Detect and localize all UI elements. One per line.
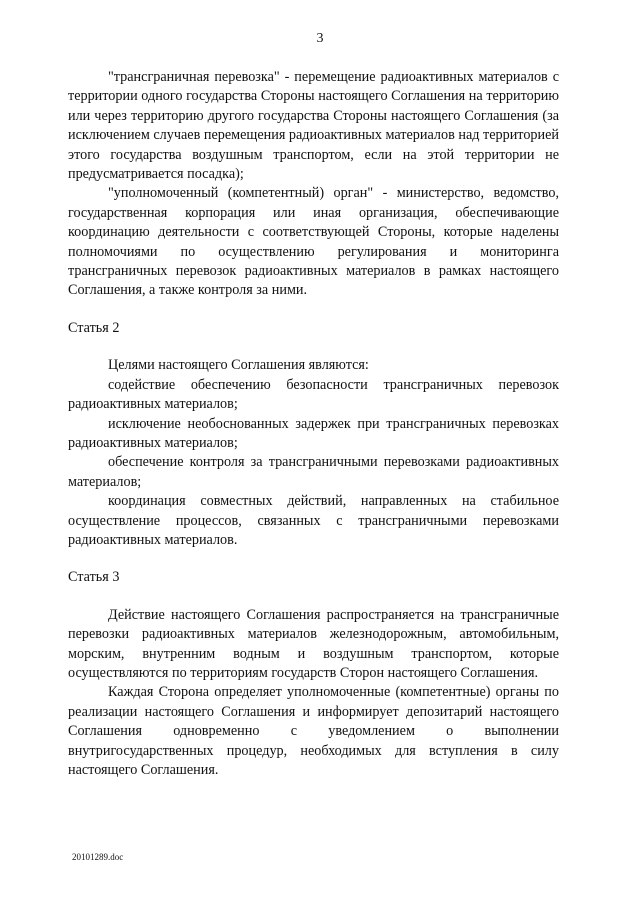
- article-2-item: содействие обеспечению безопасности трансграничных перевозок радиоактивных материалов;: [68, 376, 559, 413]
- definition-competent-authority: "уполномоченный (компетентный) орган" - министерство, ведомство, государственная корпорация или иная организация, обеспечивающие координацию деятельности с соответствующей Стороны, которые наделены полномочиями по осуществлению регулирования и мониторинга трансграничных перевозок радиоактивных материалов в рамках настоящего Соглашения, а также контроля за ними.: [68, 185, 559, 299]
- article-2-item: исключение необоснованных задержек при трансграничных перевозках радиоактивных материалов;: [68, 415, 559, 451]
- article-2-intro: Целями настоящего Соглашения являются:: [108, 357, 369, 374]
- page-number: 3: [316, 31, 324, 46]
- document-body: [68, 68, 559, 780]
- definition-transboundary-transport: "трансграничная перевозка" - перемещение радиоактивных материалов с территории одного государства Стороны настоящего Соглашения на территорию или через территорию другого государства Стороны настоящего Соглашения (за исключением случаев перемещения радиоактивных материалов над территорией этого государства воздушным транспортом, если на этой территории не предусматривается посадка);: [68, 69, 559, 183]
- article-3-paragraph: Каждая Сторона определяет уполномоченные (компетентные) органы по реализации настоящего Соглашения и информирует депозитарий настоящего Соглашения одновременно с уведомлением о выполнении внутригосударственных процедур, необходимых для вступления в силу настоящего Соглашения.: [68, 684, 559, 778]
- article-3-paragraph: Действие настоящего Соглашения распространяется на трансграничные перевозки радиоактивных материалов железнодорожным, автомобильным, морским, внутренним водным и воздушным транспортом, которые осуществляются по территориям государств Сторон настоящего Соглашения.: [68, 606, 559, 681]
- article-2-item: координация совместных действий, направленных на стабильное осуществление процессов, связанных с трансграничными перевозками радиоактивных материалов.: [68, 493, 559, 548]
- article-2-item: обеспечение контроля за трансграничными перевозками радиоактивных материалов;: [68, 454, 559, 490]
- article-3-title: Статья 3: [68, 569, 120, 586]
- footer-file-name: 20101289.doc: [72, 852, 124, 862]
- article-2-title: Статья 2: [68, 319, 120, 336]
